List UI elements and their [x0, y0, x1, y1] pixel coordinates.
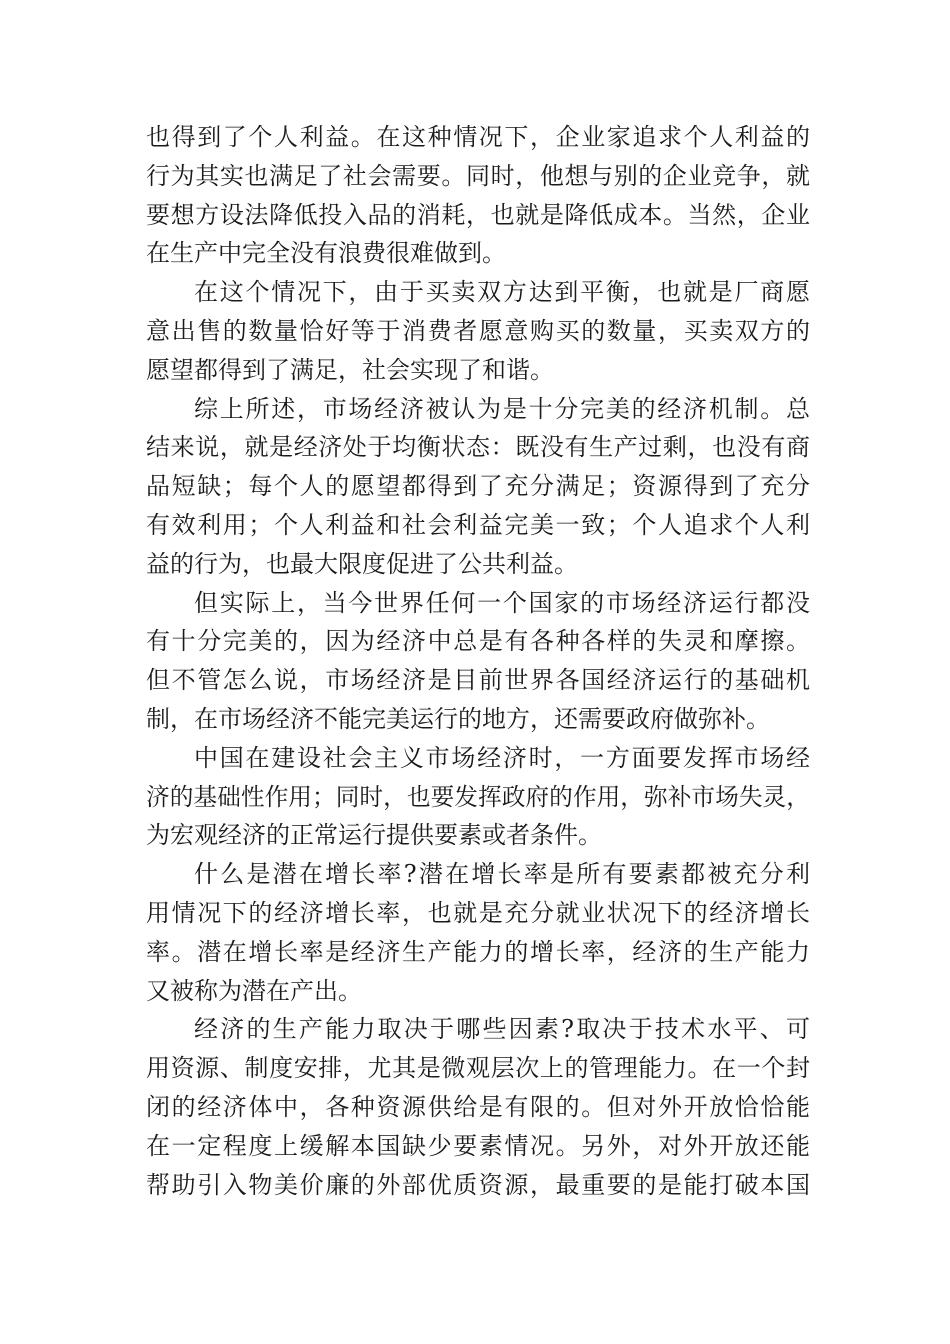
- text-line: 为宏观经济的正常运行提供要素或者条件。: [146, 821, 602, 850]
- text-line: 用情况下的经济增长率，也就是充分就业状况下的经济增长: [146, 898, 810, 927]
- text-line: 经济的生产能力取决于哪些因素?取决于技术水平、可: [194, 1015, 810, 1044]
- text-line: 但不管怎么说，市场经济是目前世界各国经济运行的基础机: [146, 666, 810, 695]
- text-line: 益的行为，也最大限度促进了公共利益。: [146, 549, 578, 578]
- text-line: 济的基础性作用；同时，也要发挥政府的作用，弥补市场失灵，: [146, 782, 810, 811]
- text-line: 行为其实也满足了社会需要。同时，他想与别的企业竞争，就: [146, 161, 810, 190]
- text-line: 综上所述，市场经济被认为是十分完美的经济机制。总: [194, 394, 810, 423]
- text-line: 闭的经济体中，各种资源供给是有限的。但对外开放恰恰能: [146, 1092, 810, 1121]
- text-line: 在这个情况下，由于买卖双方达到平衡，也就是厂商愿: [194, 278, 810, 307]
- text-line: 品短缺；每个人的愿望都得到了充分满足；资源得到了充分: [146, 472, 810, 501]
- text-line: 用资源、制度安排，尤其是微观层次上的管理能力。在一个封: [146, 1054, 810, 1083]
- paragraph: [146, 1010, 810, 1204]
- text-line: 在生产中完全没有浪费很难做到。: [146, 239, 506, 268]
- paragraph: [146, 390, 810, 584]
- paragraph: [146, 855, 810, 1010]
- paragraph: [146, 273, 810, 389]
- text-line: 有十分完美的，因为经济中总是有各种各样的失灵和摩擦。: [146, 627, 810, 656]
- text-line: 中国在建设社会主义市场经济时，一方面要发挥市场经: [194, 743, 810, 772]
- text-line: 也得到了个人利益。在这种情况下，企业家追求个人利益的: [146, 123, 810, 151]
- text-line: 帮助引入物美价廉的外部优质资源，最重要的是能打破本国: [146, 1170, 810, 1199]
- text-line: 结来说，就是经济处于均衡状态：既没有生产过剩，也没有商: [146, 433, 810, 462]
- text-line: 又被称为潜在产出。: [146, 976, 362, 1005]
- text-line: 制，在市场经济不能完美运行的地方，还需要政府做弥补。: [146, 704, 770, 733]
- text-line: 有效利用；个人利益和社会利益完美一致；个人追求个人利: [146, 510, 810, 539]
- paragraph: [146, 739, 810, 855]
- text-line: 什么是潜在增长率?潜在增长率是所有要素都被充分利: [194, 860, 810, 889]
- text-line: 要想方设法降低投入品的消耗，也就是降低成本。当然，企业: [146, 200, 810, 229]
- paragraph: [146, 118, 810, 273]
- text-line: 但实际上，当今世界任何一个国家的市场经济运行都没: [194, 588, 810, 617]
- body-text: [146, 118, 810, 1204]
- text-line: 在一定程度上缓解本国缺少要素情况。另外，对外开放还能: [146, 1131, 810, 1160]
- text-line: 意出售的数量恰好等于消费者愿意购买的数量，买卖双方的: [146, 316, 810, 345]
- text-line: 愿望都得到了满足，社会实现了和谐。: [146, 355, 554, 384]
- paragraph: [146, 584, 810, 739]
- text-line: 率。潜在增长率是经济生产能力的增长率，经济的生产能力: [146, 937, 810, 966]
